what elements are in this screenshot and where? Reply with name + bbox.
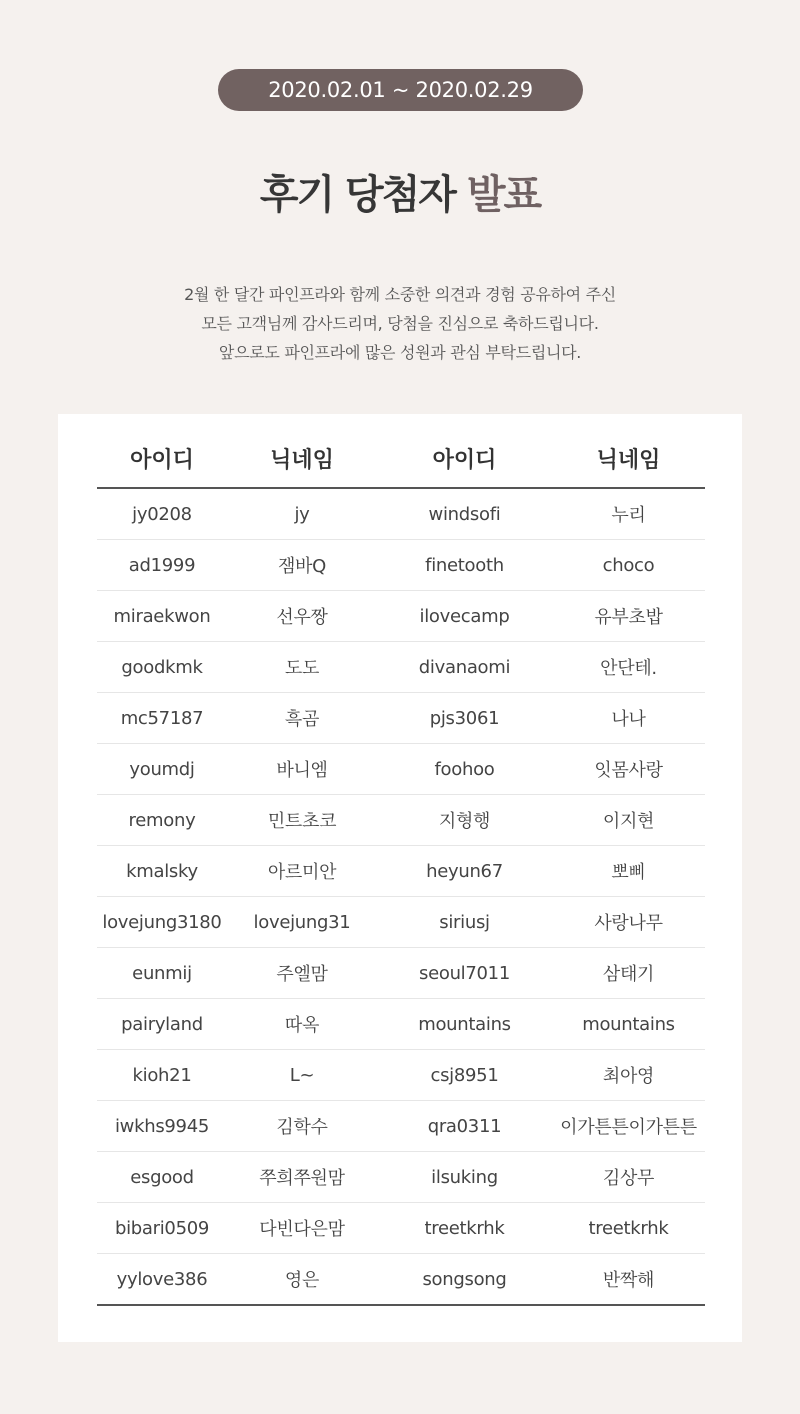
cell-user-id: divanaomi [377, 642, 552, 693]
table-row [97, 999, 705, 1050]
table-row [97, 1152, 705, 1203]
cell-user-id: songsong [377, 1254, 552, 1306]
table-row [97, 488, 705, 540]
cell-nickname: 김상무 [552, 1152, 705, 1203]
cell-nickname: 따옥 [227, 999, 377, 1050]
cell-user-id: esgood [97, 1152, 227, 1203]
cell-user-id: youmdj [97, 744, 227, 795]
table-row [97, 795, 705, 846]
cell-nickname: lovejung31 [227, 897, 377, 948]
table-row [97, 1254, 705, 1306]
cell-user-id: siriusj [377, 897, 552, 948]
cell-user-id: pairyland [97, 999, 227, 1050]
cell-user-id: ilsuking [377, 1152, 552, 1203]
table-row [97, 591, 705, 642]
cell-user-id: ilovecamp [377, 591, 552, 642]
cell-nickname: 바니엠 [227, 744, 377, 795]
cell-user-id: bibari0509 [97, 1203, 227, 1254]
table-row [97, 744, 705, 795]
cell-nickname: 삼태기 [552, 948, 705, 999]
cell-nickname: 선우짱 [227, 591, 377, 642]
cell-user-id: kioh21 [97, 1050, 227, 1101]
table-header-row [97, 430, 705, 488]
cell-user-id: seoul7011 [377, 948, 552, 999]
cell-user-id: ad1999 [97, 540, 227, 591]
cell-nickname: 김학수 [227, 1101, 377, 1152]
cell-user-id: treetkrhk [377, 1203, 552, 1254]
page-title [0, 140, 800, 250]
table-row [97, 897, 705, 948]
cell-nickname: jy [227, 488, 377, 540]
table-row [97, 1101, 705, 1152]
cell-nickname: 민트초코 [227, 795, 377, 846]
cell-nickname: 반짝해 [552, 1254, 705, 1306]
cell-user-id: eunmij [97, 948, 227, 999]
table-row [97, 948, 705, 999]
cell-nickname: 주엘맘 [227, 948, 377, 999]
page-title-main: 후기 당첨자 [259, 172, 455, 218]
cell-user-id: qra0311 [377, 1101, 552, 1152]
column-header-id: 아이디 [377, 430, 552, 488]
cell-nickname: 잼바Q [227, 540, 377, 591]
cell-user-id: goodkmk [97, 642, 227, 693]
cell-user-id: lovejung3180 [97, 897, 227, 948]
table-row [97, 846, 705, 897]
announcement-line: 2월 한 달간 파인프라와 함께 소중한 의견과 경험 공유하여 주신 [184, 285, 616, 304]
winners-table-body [97, 488, 705, 1305]
cell-nickname: 쭈희쭈원맘 [227, 1152, 377, 1203]
cell-user-id: yylove386 [97, 1254, 227, 1306]
column-header-nickname: 닉네임 [552, 430, 705, 488]
announcement-line: 앞으로도 파인프라에 많은 성원과 관심 부탁드립니다. [218, 343, 582, 362]
winners-card [58, 414, 742, 1342]
cell-user-id: remony [97, 795, 227, 846]
table-row [97, 540, 705, 591]
cell-user-id: pjs3061 [377, 693, 552, 744]
cell-nickname: 유부초밥 [552, 591, 705, 642]
cell-nickname: 안단테. [552, 642, 705, 693]
cell-nickname: 누리 [552, 488, 705, 540]
table-row [97, 1050, 705, 1101]
cell-nickname: 영은 [227, 1254, 377, 1306]
cell-nickname: 잇몸사랑 [552, 744, 705, 795]
cell-user-id: miraekwon [97, 591, 227, 642]
cell-user-id: mc57187 [97, 693, 227, 744]
cell-nickname: mountains [552, 999, 705, 1050]
column-header-nickname: 닉네임 [227, 430, 377, 488]
cell-nickname: 이지현 [552, 795, 705, 846]
date-range-badge: 2020.02.01 ~ 2020.02.29 [218, 69, 583, 111]
cell-nickname: 흑곰 [227, 693, 377, 744]
cell-user-id: foohoo [377, 744, 552, 795]
cell-nickname: 최아영 [552, 1050, 705, 1101]
cell-user-id: jy0208 [97, 488, 227, 540]
cell-user-id: iwkhs9945 [97, 1101, 227, 1152]
cell-user-id: heyun67 [377, 846, 552, 897]
cell-nickname: 사랑나무 [552, 897, 705, 948]
cell-user-id: csj8951 [377, 1050, 552, 1101]
cell-nickname: 도도 [227, 642, 377, 693]
cell-nickname: treetkrhk [552, 1203, 705, 1254]
cell-user-id: mountains [377, 999, 552, 1050]
page-title-accent: 발표 [466, 172, 541, 218]
cell-nickname: 이가튼튼이가튼튼 [552, 1101, 705, 1152]
cell-nickname: 아르미안 [227, 846, 377, 897]
cell-user-id: kmalsky [97, 846, 227, 897]
table-row [97, 1203, 705, 1254]
cell-user-id: finetooth [377, 540, 552, 591]
cell-nickname: 뽀삐 [552, 846, 705, 897]
table-row [97, 693, 705, 744]
announcement-line: 모든 고객님께 감사드리며, 당첨을 진심으로 축하드립니다. [201, 314, 599, 333]
cell-nickname: 다빈다은맘 [227, 1203, 377, 1254]
cell-nickname: choco [552, 540, 705, 591]
cell-nickname: 나나 [552, 693, 705, 744]
column-header-id: 아이디 [97, 430, 227, 488]
winners-table [97, 430, 705, 1306]
cell-nickname: L~ [227, 1050, 377, 1101]
cell-user-id: 지형행 [377, 795, 552, 846]
announcement-text [0, 280, 800, 367]
table-row [97, 642, 705, 693]
cell-user-id: windsofi [377, 488, 552, 540]
